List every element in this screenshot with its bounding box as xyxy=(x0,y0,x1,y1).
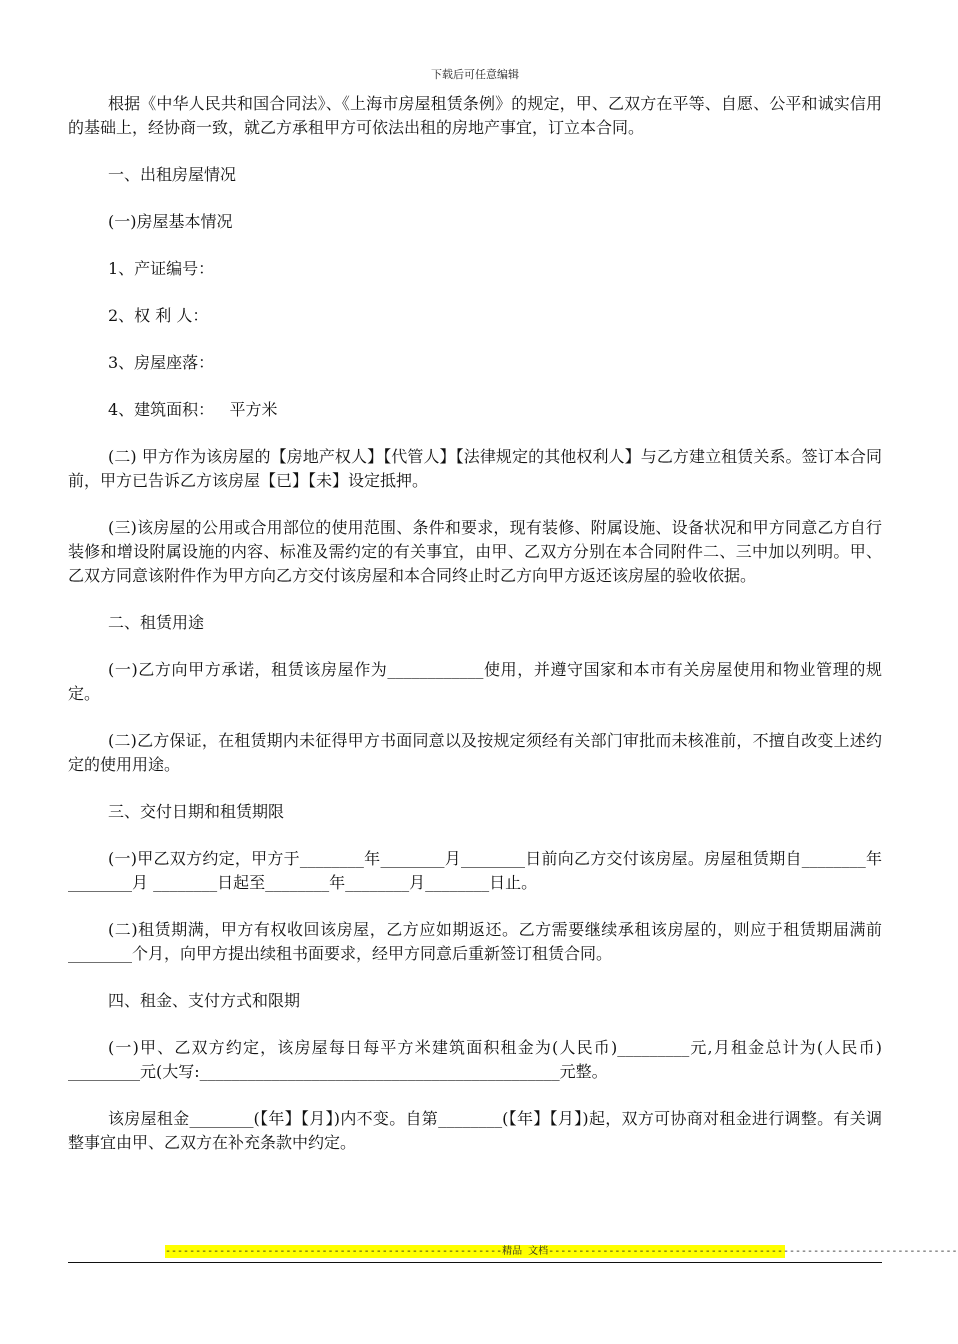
document-body xyxy=(68,92,888,1155)
section-heading-3: 三、交付日期和租赁期限 xyxy=(108,802,285,821)
footer-banner: --------------------------------------------------------精品 文档-------------------------------------------------------------------- xyxy=(165,1246,958,1257)
paragraph-lease-expiry: (二)租赁期满，甲方有权收回该房屋，乙方应如期返还。乙方需要继续承租该房屋的，则应于租赁期届满前________个月，向甲方提出续租书面要求，经甲方同意后重新签订租赁合同。 xyxy=(68,920,882,963)
field-house-location: 3、房屋座落： xyxy=(108,353,215,372)
section-heading-2: 二、租赁用途 xyxy=(108,613,205,632)
header-note: 下载后可任意编辑 xyxy=(431,68,519,81)
paragraph-rent-amount: (一)甲、乙双方约定，该房屋每日每平方米建筑面积租金为(人民币)_________元,月租金总计为(人民币) _________元(大写:_____________________________________________元整。 xyxy=(68,1038,888,1081)
paragraph-rent-adjustment: 该房屋租金________(【年】【月】)内不变。自第________(【年】【月】)起，双方可协商对租金进行调整。有关调整事宜由甲、乙双方在补充条款中约定。 xyxy=(68,1109,882,1152)
subsection-heading: (一)房屋基本情况 xyxy=(108,212,233,231)
section-heading-1: 一、出租房屋情况 xyxy=(108,165,237,184)
paragraph-owner-relation: (二) 甲方作为该房屋的【房地产权人】【代管人】【法律规定的其他权利人】与乙方建立租赁关系。签订本合同前，甲方已告诉乙方该房屋【已】【未】设定抵押。 xyxy=(68,447,882,490)
paragraph-delivery-date: (一)甲乙双方约定，甲方于________年________月________日前向乙方交付该房屋。房屋租赁期自________年________月 ________日起至________年________月________日止。 xyxy=(68,849,882,892)
field-certificate-number: 1、产证编号： xyxy=(108,259,215,278)
footer-divider xyxy=(68,1262,882,1263)
field-right-holder: 2、权 利 人： xyxy=(108,306,209,325)
paragraph-common-areas: (三)该房屋的公用或合用部位的使用范围、条件和要求，现有装修、附属设施、设备状况和甲方同意乙方自行装修和增设附属设施的内容、标准及需约定的有关事宜，由甲、乙双方分别在本合同附件二、三中加以列明。甲、乙双方同意该附件作为甲方向乙方交付该房屋和本合同终止时乙方向甲方返还该房屋的验收依据。 xyxy=(68,518,882,585)
paragraph-usage-promise: (一)乙方向甲方承诺，租赁该房屋作为____________使用，并遵守国家和本市有关房屋使用和物业管理的规定。 xyxy=(68,660,882,703)
field-building-area: 4、建筑面积： 平方米 xyxy=(108,400,278,419)
section-heading-4: 四、租金、支付方式和限期 xyxy=(108,991,301,1010)
paragraph-preamble: 根据《中华人民共和国合同法》、《上海市房屋租赁条例》的规定，甲、乙双方在平等、自愿、公平和诚实信用的基础上，经协商一致，就乙方承租甲方可依法出租的房地产事宜，订立本合同。 xyxy=(68,94,882,137)
paragraph-usage-guarantee: (二)乙方保证，在租赁期内未征得甲方书面同意以及按规定须经有关部门审批而未核准前，不擅自改变上述约定的使用用途。 xyxy=(68,731,882,774)
